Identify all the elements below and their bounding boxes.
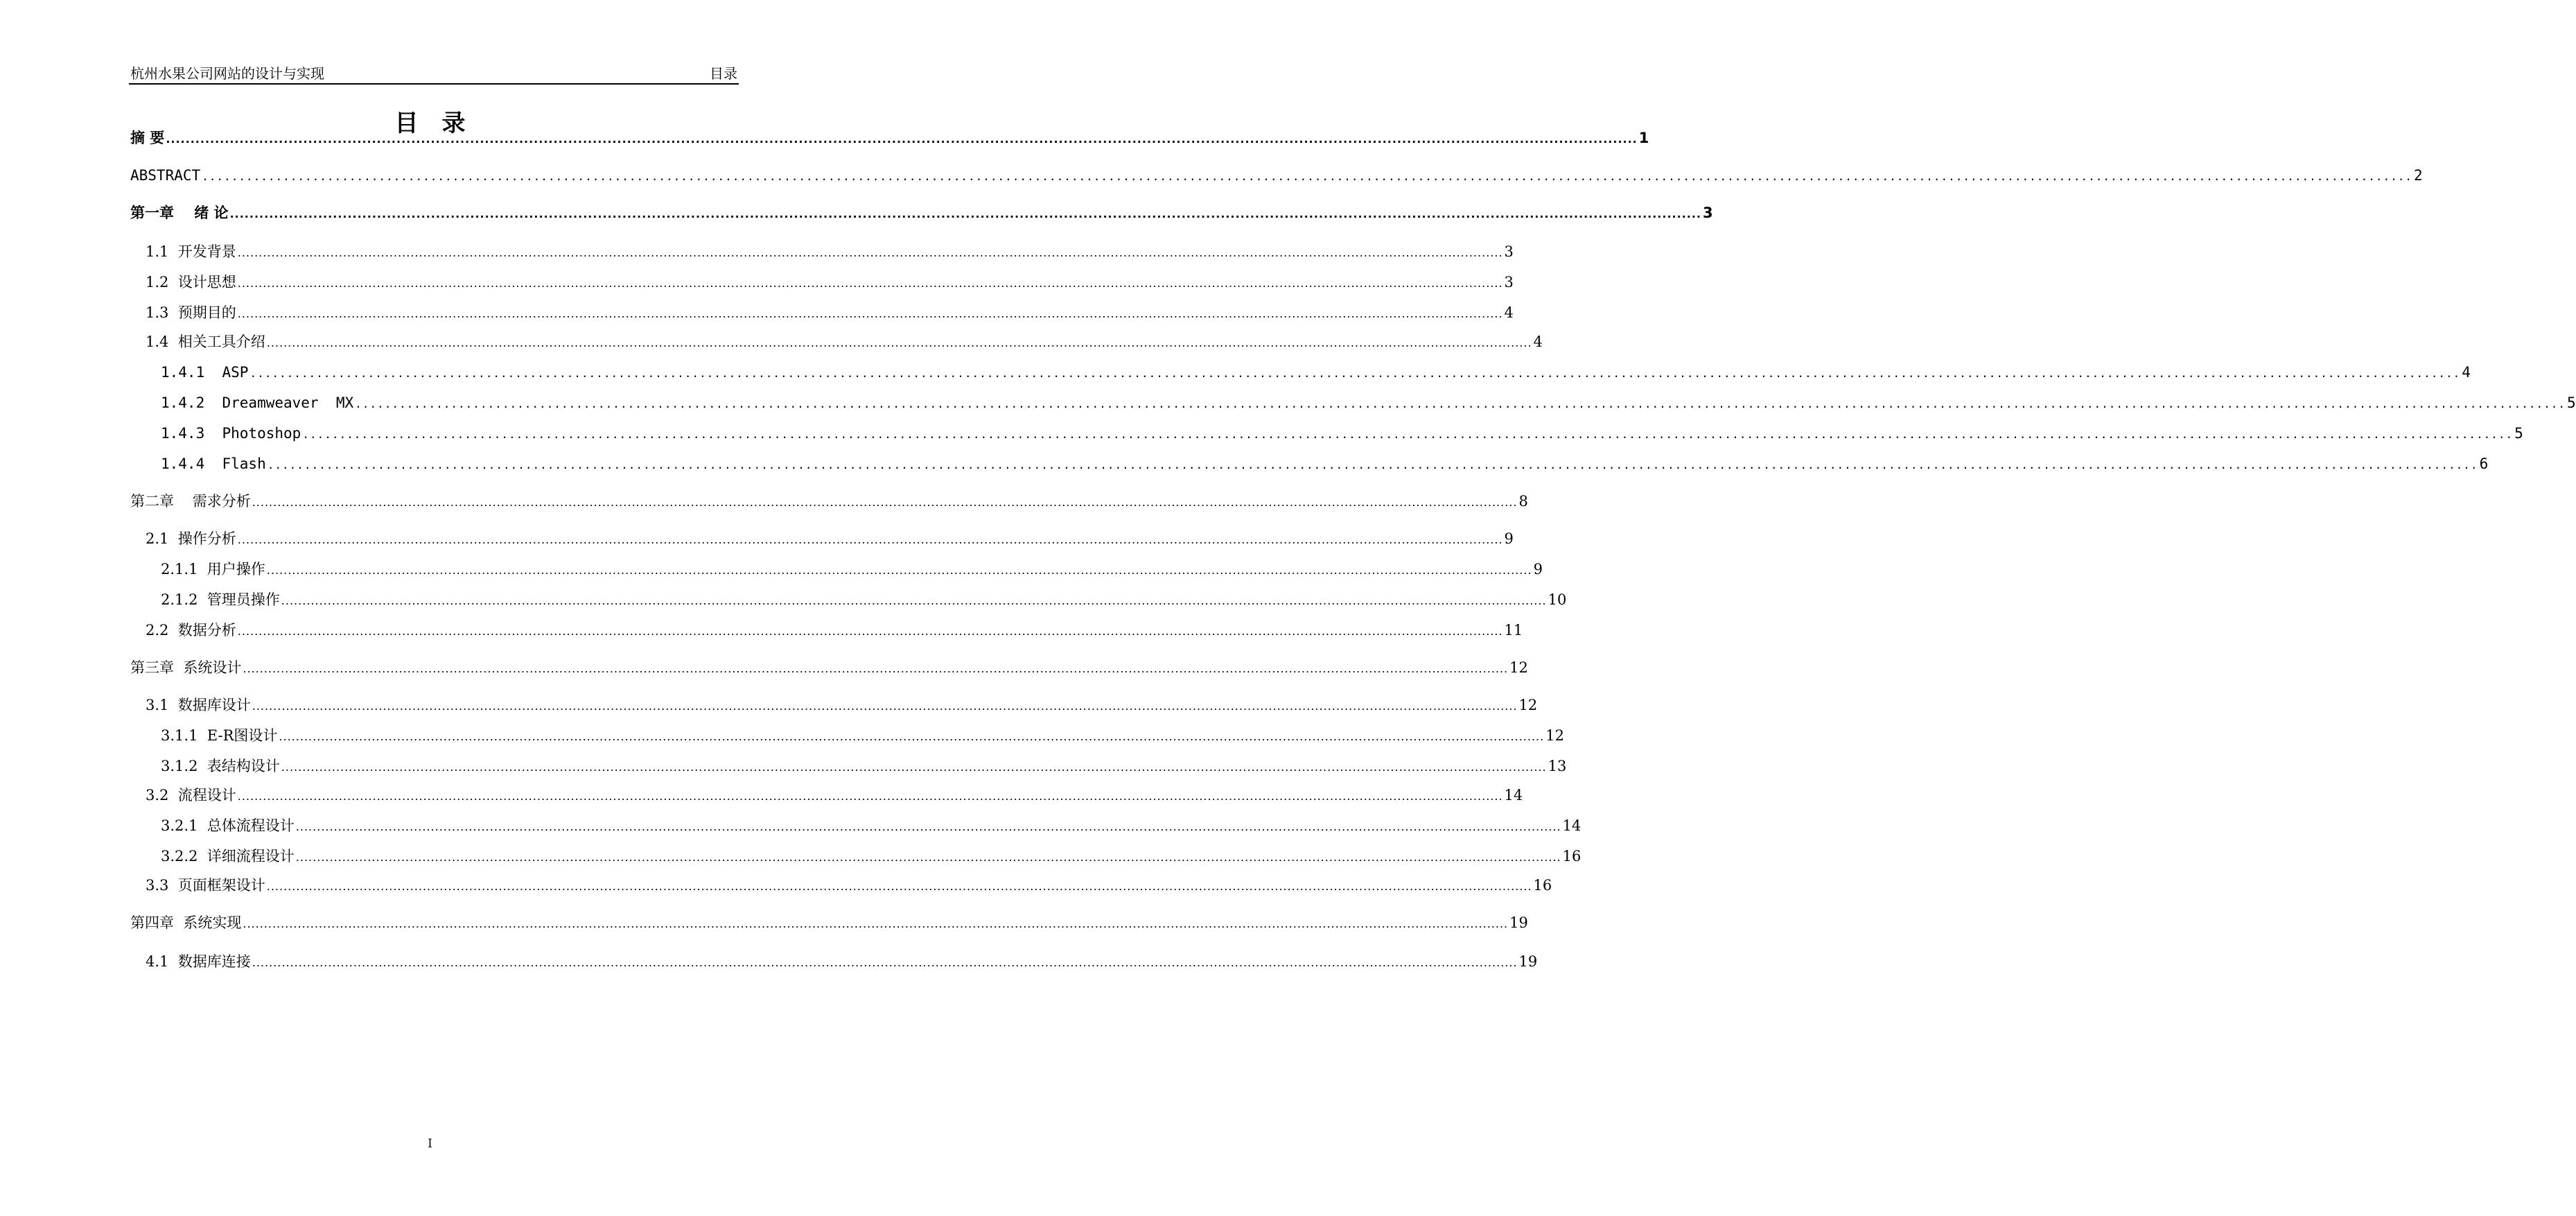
toc-entry-page: 9: [1533, 561, 1543, 577]
toc-entry-label: 第四章 系统实现: [130, 914, 242, 931]
toc-entry-page: 2: [2414, 167, 2423, 184]
toc-entry-label: 3.2.1 总体流程设计: [161, 817, 295, 834]
toc-entry-page: 16: [1533, 877, 1552, 894]
toc-entry-label: 2.2 数据分析: [146, 622, 236, 639]
toc-entry-page: 12: [1545, 727, 1564, 744]
toc-entry-label: 4.1 数据库连接: [146, 953, 251, 970]
toc-entry-label: 3.3 页面框架设计: [146, 877, 265, 894]
toc-entry-page: 1: [1638, 130, 1649, 146]
toc-entry-3-2[interactable]: [146, 785, 1523, 807]
toc-entry-3-2-1[interactable]: [161, 815, 1581, 837]
toc-leader: ............................................................................................................................................................................................................................................................................................................: [266, 336, 1532, 349]
toc-leader: ............................................................................................................................................................................................................................................................................................................: [355, 397, 2566, 410]
toc-entry-3-1-1[interactable]: [161, 725, 1564, 747]
toc-entry-1-4[interactable]: [146, 331, 1543, 354]
toc-entry-page: 11: [1504, 622, 1523, 639]
toc-entry-label: 3.2.2 详细流程设计: [161, 848, 295, 865]
toc-entry-label: 1.4.1 ASP: [161, 364, 249, 381]
toc-entry-page: 8: [1518, 493, 1528, 510]
toc-entry-1-1[interactable]: [146, 241, 1514, 263]
toc-entry-abstract-cn[interactable]: [130, 128, 1649, 150]
toc-entry-page: 4: [2462, 364, 2471, 381]
footer-page-number: I: [428, 1137, 432, 1151]
toc-leader: ............................................................................................................................................................................................................................................................................................................: [281, 594, 1547, 607]
toc-leader: ............................................................................................................................................................................................................................................................................................................: [237, 246, 1503, 259]
toc-leader: ............................................................................................................................................................................................................................................................................................................: [279, 730, 1545, 743]
toc-entry-1-2[interactable]: [146, 272, 1514, 294]
toc-leader: ............................................................................................................................................................................................................................................................................................................: [295, 851, 1561, 864]
toc-entry-label: 3.1 数据库设计: [146, 697, 251, 713]
toc-leader: ............................................................................................................................................................................................................................................................................................................: [202, 170, 2412, 183]
toc-entry-label: ABSTRACT: [130, 167, 201, 184]
toc-entry-3-1[interactable]: [146, 695, 1538, 717]
toc-entry-page: 13: [1548, 758, 1567, 774]
toc-entry-label: 1.3 预期目的: [146, 304, 236, 321]
toc-leader: ............................................................................................................................................................................................................................................................................................................: [166, 132, 1638, 146]
toc-entry-1-4-1[interactable]: [161, 362, 2471, 384]
toc-entry-label: 1.4 相关工具介绍: [146, 333, 265, 350]
toc-leader: ............................................................................................................................................................................................................................................................................................................: [267, 458, 2478, 471]
header-thesis-title: 杭州水果公司网站的设计与实现: [130, 65, 324, 82]
toc-entry-1-4-2[interactable]: [161, 392, 2576, 415]
toc-entry-label: 第三章 系统设计: [130, 659, 242, 676]
toc-entry-label: 2.1 操作分析: [146, 530, 236, 547]
toc-entry-label: 1.4.2 Dreamweaver MX: [161, 394, 354, 411]
toc-entry-2-1[interactable]: [146, 528, 1514, 550]
toc-entry-page: 5: [2567, 394, 2576, 411]
toc-leader: ............................................................................................................................................................................................................................................................................................................: [266, 564, 1532, 577]
toc-entry-3-1-2[interactable]: [161, 756, 1567, 778]
toc-entry-page: 4: [1533, 333, 1543, 350]
toc-entry-page: 6: [2479, 455, 2489, 472]
toc-leader: ............................................................................................................................................................................................................................................................................................................: [302, 428, 2514, 441]
toc-entry-label: 1.4.4 Flash: [161, 455, 266, 472]
toc-entry-1-4-3[interactable]: [161, 423, 2523, 445]
running-header: [129, 60, 739, 85]
toc-entry-page: 16: [1562, 848, 1581, 865]
toc-entry-page: 9: [1504, 530, 1514, 547]
toc-entry-page: 3: [1504, 274, 1514, 290]
toc-entry-page: 4: [1504, 304, 1514, 321]
toc-entry-page: 12: [1509, 659, 1528, 676]
toc-leader: ............................................................................................................................................................................................................................................................................................................: [295, 820, 1561, 833]
toc-entry-chapter-2[interactable]: [130, 491, 1528, 513]
toc-entry-label: 摘 要: [130, 130, 165, 146]
toc-entry-2-1-2[interactable]: [161, 589, 1567, 611]
toc-entry-label: 第二章 需求分析: [130, 493, 251, 510]
toc-leader: ............................................................................................................................................................................................................................................................................................................: [237, 307, 1503, 320]
toc-entry-chapter-1[interactable]: [130, 202, 1713, 225]
toc-entry-page: 3: [1504, 243, 1514, 260]
toc-leader: ............................................................................................................................................................................................................................................................................................................: [237, 533, 1503, 546]
toc-leader: ............................................................................................................................................................................................................................................................................................................: [237, 790, 1503, 803]
toc-leader: ............................................................................................................................................................................................................................................................................................................: [237, 277, 1503, 290]
toc-entry-label: 3.2 流程设计: [146, 787, 236, 804]
toc-entry-page: 14: [1562, 817, 1581, 834]
toc-entry-page: 3: [1703, 205, 1713, 221]
toc-entry-label: 1.4.3 Photoshop: [161, 425, 301, 442]
toc-leader: ............................................................................................................................................................................................................................................................................................................: [266, 880, 1532, 893]
toc-entry-1-4-4[interactable]: [161, 453, 2489, 476]
toc-leader: ............................................................................................................................................................................................................................................................................................................: [229, 207, 1701, 220]
toc-entry-chapter-3[interactable]: [130, 657, 1528, 679]
toc-entry-page: 19: [1518, 953, 1538, 970]
toc-entry-2-2[interactable]: [146, 620, 1523, 642]
toc-entry-page: 14: [1504, 787, 1523, 804]
toc-entry-3-3[interactable]: [146, 875, 1552, 897]
toc-entry-4-1[interactable]: [146, 951, 1538, 973]
toc-leader: ............................................................................................................................................................................................................................................................................................................: [252, 496, 1518, 509]
toc-entry-label: 1.1 开发背景: [146, 243, 236, 260]
toc-entry-label: 3.1.1 E-R图设计: [161, 727, 278, 744]
toc-entry-label: 3.1.2 表结构设计: [161, 758, 280, 774]
toc-entry-label: 1.2 设计思想: [146, 274, 236, 290]
toc-leader: ............................................................................................................................................................................................................................................................................................................: [249, 367, 2461, 380]
toc-leader: ............................................................................................................................................................................................................................................................................................................: [252, 700, 1518, 713]
toc-entry-2-1-1[interactable]: [161, 559, 1543, 581]
toc-entry-page: 19: [1509, 914, 1528, 931]
toc-leader: ............................................................................................................................................................................................................................................................................................................: [252, 956, 1518, 969]
toc-leader: ............................................................................................................................................................................................................................................................................................................: [281, 761, 1547, 774]
toc-entry-abstract-en[interactable]: [130, 165, 2423, 187]
toc-entry-label: 2.1.2 管理员操作: [161, 591, 280, 608]
toc-entry-label: 第一章 绪 论: [130, 205, 229, 221]
toc-leader: ............................................................................................................................................................................................................................................................................................................: [243, 917, 1509, 930]
toc-entry-page: 5: [2514, 425, 2523, 442]
toc-entry-chapter-4[interactable]: [130, 912, 1528, 935]
toc-leader: ............................................................................................................................................................................................................................................................................................................: [243, 662, 1509, 675]
toc-leader: ............................................................................................................................................................................................................................................................................................................: [237, 625, 1503, 638]
toc-entry-page: 10: [1548, 591, 1567, 608]
toc-entry-3-2-2[interactable]: [161, 846, 1581, 868]
toc-entry-page: 12: [1518, 697, 1538, 713]
toc-entry-label: 2.1.1 用户操作: [161, 561, 265, 577]
page-title: 目录: [394, 110, 489, 137]
toc-entry-1-3[interactable]: [146, 302, 1514, 324]
header-section-name: 目录: [710, 65, 737, 82]
